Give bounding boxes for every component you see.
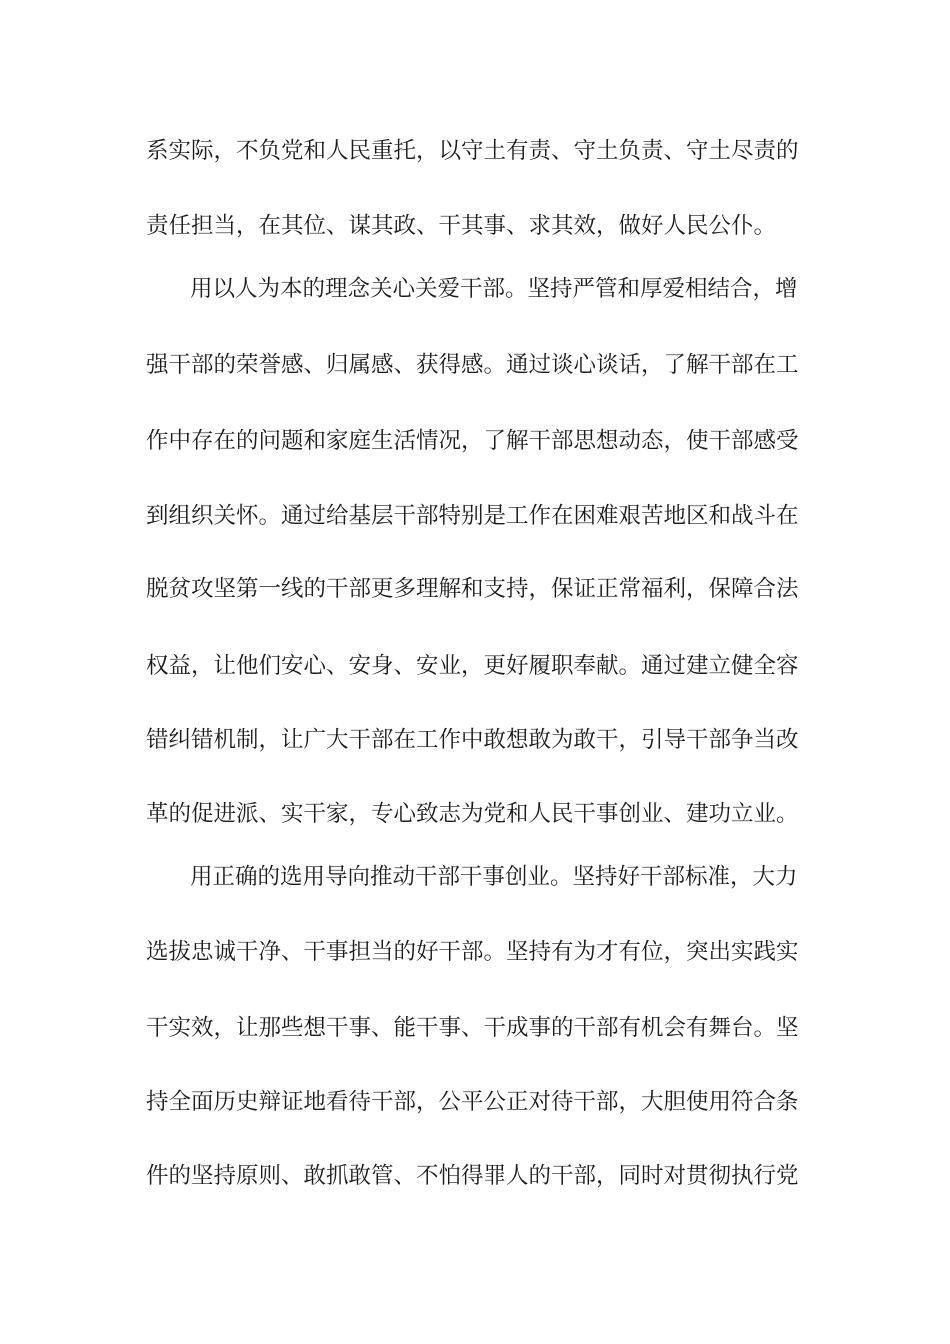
text-line: 权益，让他们安心、安身、安业，更好履职奉献。通过建立健全容 (146, 653, 799, 679)
text-line: 到组织关怀。通过给基层干部特别是工作在困难艰苦地区和战斗在 (146, 503, 799, 529)
text-line: 作中存在的问题和家庭生活情况，了解干部思想动态，使干部感受 (146, 428, 799, 454)
text-line: 脱贫攻坚第一线的干部更多理解和支持，保证正常福利，保障合法 (146, 576, 799, 602)
text-line: 选拔忠诚干净、干事担当的好干部。坚持有为才有位，突出实践实 (146, 939, 799, 965)
text-line: 责任担当，在其位、谋其政、干其事、求其效，做好人民公仆。 (146, 213, 777, 239)
paragraph-first-line: 用正确的选用导向推动干部干事创业。坚持好干部标准，大力 (190, 864, 798, 890)
text-line: 强干部的荣誉感、归属感、获得感。通过谈心谈话，了解干部在工 (146, 352, 799, 378)
text-line: 错纠错机制，让广大干部在工作中敢想敢为敢干，引导干部争当改 (146, 727, 799, 753)
text-line: 系实际，不负党和人民重托，以守土有责、守土负责、守土尽责的 (146, 138, 799, 164)
text-line: 件的坚持原则、敢抓敢管、不怕得罪人的干部，同时对贯彻执行党 (146, 1163, 799, 1189)
text-line: 革的促进派、实干家，专心致志为党和人民干事创业、建功立业。 (146, 801, 799, 827)
text-line: 干实效，让那些想干事、能干事、干成事的干部有机会有舞台。坚 (146, 1015, 799, 1041)
text-line: 持全面历史辩证地看待干部，公平公正对待干部，大胆使用符合条 (146, 1089, 799, 1115)
paragraph-first-line: 用以人为本的理念关心关爱干部。坚持严管和厚爱相结合，增 (190, 276, 798, 302)
